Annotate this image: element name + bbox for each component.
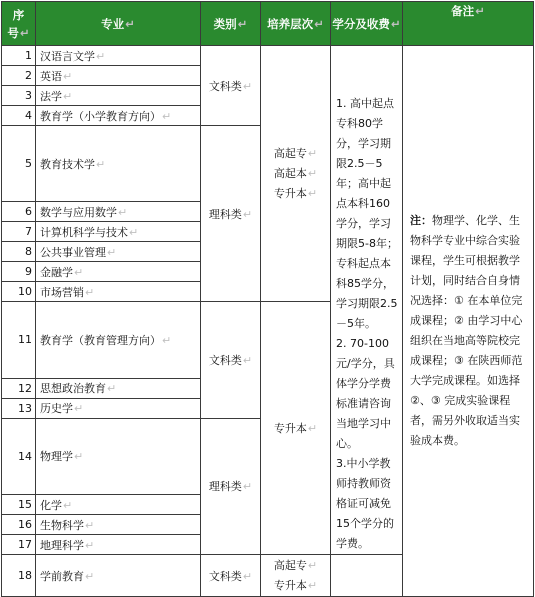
fees-item-3: 3.中小学教师持教师资格证可减免15个学分的学费。 <box>336 457 394 550</box>
major-name: 教育学（小学教育方向） <box>40 109 161 123</box>
level-label: 高起本 <box>273 166 307 180</box>
pilcrow-mark: ↵ <box>162 109 172 123</box>
header-category-label: 类别 <box>213 16 237 31</box>
category-cell-liberal <box>201 555 261 597</box>
major-name: 教育学（教育管理方向） <box>40 333 161 347</box>
category-label: 文科类 <box>208 79 242 93</box>
major-cell <box>36 126 201 202</box>
major-cell <box>36 378 201 398</box>
header-row <box>2 2 534 46</box>
header-major <box>36 2 201 46</box>
pilcrow-mark: ↵ <box>85 569 95 583</box>
pilcrow-mark: ↵ <box>242 480 253 494</box>
credits-fees-cell <box>331 46 403 555</box>
header-credits-fees-label: 学分及收费 <box>332 16 390 31</box>
level-cell-group-a <box>261 46 331 302</box>
level-label: 高起专 <box>273 146 307 160</box>
header-notes-label: 备注 <box>451 4 475 18</box>
major-name: 历史学 <box>40 402 73 416</box>
category-cell-liberal <box>201 46 261 126</box>
row-number: 10 <box>2 282 36 302</box>
major-cell <box>36 222 201 242</box>
major-name: 化学 <box>40 498 62 512</box>
pilcrow-mark: ↵ <box>237 16 248 31</box>
major-cell <box>36 555 201 597</box>
category-label: 理科类 <box>208 207 242 221</box>
pilcrow-mark: ↵ <box>390 16 401 31</box>
header-level <box>261 2 331 46</box>
major-name: 市场营销 <box>40 285 84 299</box>
major-table <box>1 1 534 597</box>
pilcrow-mark: ↵ <box>314 16 324 31</box>
pilcrow-mark: ↵ <box>307 166 318 180</box>
note-label: 注： <box>410 214 432 227</box>
pilcrow-mark: ↵ <box>242 79 253 93</box>
header-seq-line1: 序 <box>12 7 25 22</box>
header-major-label: 专业 <box>101 16 125 31</box>
pilcrow-mark: ↵ <box>107 245 117 259</box>
row-number: 11 <box>2 302 36 378</box>
category-label: 文科类 <box>208 569 242 583</box>
major-cell <box>36 418 201 494</box>
major-cell <box>36 66 201 86</box>
pilcrow-mark: ↵ <box>307 578 318 592</box>
level-label: 专升本 <box>273 422 307 436</box>
major-cell <box>36 398 201 418</box>
major-cell <box>36 106 201 126</box>
major-name: 公共事业管理 <box>40 245 106 259</box>
major-name: 思想政治教育 <box>40 382 106 396</box>
header-notes <box>403 2 534 46</box>
level-cell-group-c <box>261 555 331 597</box>
note-cell <box>403 46 534 597</box>
row-number: 3 <box>2 86 36 106</box>
major-cell <box>36 242 201 262</box>
pilcrow-mark: ↵ <box>63 89 73 103</box>
major-cell <box>36 495 201 515</box>
category-label: 文科类 <box>208 353 242 367</box>
major-cell <box>36 202 201 222</box>
row-number: 14 <box>2 418 36 494</box>
level-cell-group-b <box>261 302 331 555</box>
pilcrow-mark: ↵ <box>307 186 318 200</box>
major-name: 物理学 <box>40 450 73 464</box>
pilcrow-mark: ↵ <box>475 4 485 18</box>
major-name: 教育技术学 <box>40 157 95 171</box>
level-label: 专升本 <box>273 186 307 200</box>
row-number: 2 <box>2 66 36 86</box>
major-name: 汉语言文学 <box>40 49 95 63</box>
note-text: 物理学、化学、生物科学专业中综合实验课程，学生可根据教学计划，同时结合自身情况选择：① 在本单位完成课程；② 由学习中心组织在当地高等院校完成课程；③ 在陕西师范大学完成课程。如选择 ②、③ 完成实验课程者，需另外收取适当实验成本费。 <box>410 214 523 447</box>
pilcrow-mark: ↵ <box>307 146 318 160</box>
category-cell-science <box>201 418 261 554</box>
fees-item-1: 1. 高中起点专科80学分，学习期限2.5－5年；高中起点本科160学分，学习期限5-8年；专科起点本科85学分，学习期限2.5－5年。 <box>336 97 398 330</box>
row-number: 9 <box>2 262 36 282</box>
header-category <box>201 2 261 46</box>
pilcrow-mark: ↵ <box>162 333 172 347</box>
pilcrow-mark: ↵ <box>74 450 84 464</box>
major-cell <box>36 86 201 106</box>
row-number: 8 <box>2 242 36 262</box>
header-credits-fees <box>331 2 403 46</box>
header-level-label: 培养层次 <box>267 16 314 31</box>
pilcrow-mark: ↵ <box>118 205 128 219</box>
fees-item-2: 2. 70-100元/学分，具体学分学费标准请咨询当地学习中心。 <box>336 337 395 450</box>
pilcrow-mark: ↵ <box>125 16 135 31</box>
level-label: 专升本 <box>273 578 307 592</box>
major-name: 生物科学 <box>40 518 84 532</box>
pilcrow-mark: ↵ <box>63 69 73 83</box>
major-cell <box>36 535 201 555</box>
pilcrow-mark: ↵ <box>85 518 95 532</box>
row-number: 15 <box>2 495 36 515</box>
major-cell <box>36 515 201 535</box>
row-number: 12 <box>2 378 36 398</box>
major-name: 计算机科学与技术 <box>40 225 128 239</box>
row-number: 4 <box>2 106 36 126</box>
header-seq <box>2 2 36 46</box>
major-cell <box>36 282 201 302</box>
major-name: 学前教育 <box>40 569 84 583</box>
pilcrow-mark: ↵ <box>96 49 106 63</box>
table-row <box>2 46 534 66</box>
major-name: 地理科学 <box>40 538 84 552</box>
pilcrow-mark: ↵ <box>107 382 117 396</box>
category-cell-liberal <box>201 302 261 418</box>
row-number: 18 <box>2 555 36 597</box>
pilcrow-mark: ↵ <box>129 225 139 239</box>
major-cell <box>36 302 201 378</box>
row-number: 5 <box>2 126 36 202</box>
major-cell <box>36 262 201 282</box>
header-seq-line2: 号 <box>7 25 19 40</box>
pilcrow-mark: ↵ <box>307 422 318 436</box>
row-number: 1 <box>2 46 36 66</box>
row-number: 13 <box>2 398 36 418</box>
pilcrow-mark: ↵ <box>307 558 318 572</box>
major-cell <box>36 46 201 66</box>
pilcrow-mark: ↵ <box>63 498 73 512</box>
major-name: 金融学 <box>40 265 73 279</box>
pilcrow-mark: ↵ <box>96 157 106 171</box>
pilcrow-mark: ↵ <box>74 402 84 416</box>
major-name: 法学 <box>40 89 62 103</box>
row-number: 6 <box>2 202 36 222</box>
level-label: 高起专 <box>273 558 307 572</box>
note-paragraph <box>410 211 529 451</box>
pilcrow-mark: ↵ <box>85 538 95 552</box>
category-cell-science <box>201 126 261 302</box>
category-label: 理科类 <box>208 480 242 494</box>
row-number: 7 <box>2 222 36 242</box>
major-name: 英语 <box>40 69 62 83</box>
pilcrow-mark: ↵ <box>242 353 253 367</box>
row-number: 16 <box>2 515 36 535</box>
pilcrow-mark: ↵ <box>242 207 253 221</box>
pilcrow-mark: ↵ <box>19 25 30 40</box>
credits-fees-empty-cell <box>331 555 403 597</box>
table-wrapper <box>1 1 534 597</box>
pilcrow-mark: ↵ <box>85 285 95 299</box>
pilcrow-mark: ↵ <box>242 569 253 583</box>
major-name: 数学与应用数学 <box>40 205 117 219</box>
pilcrow-mark: ↵ <box>74 265 84 279</box>
row-number: 17 <box>2 535 36 555</box>
